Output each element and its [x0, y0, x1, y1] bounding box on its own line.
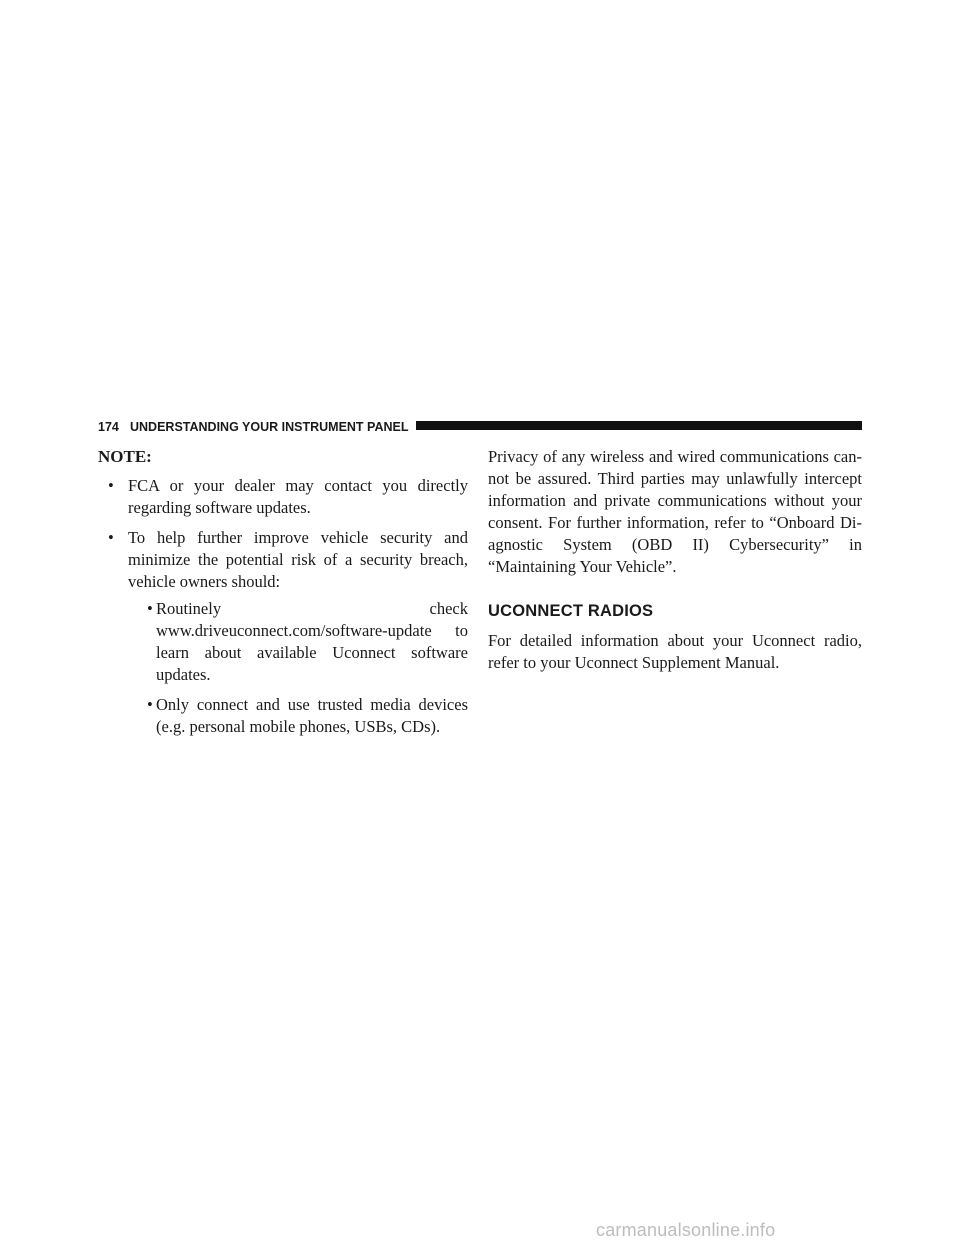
bullet-icon: • — [147, 599, 153, 618]
bullet-icon: • — [147, 695, 153, 714]
page-header — [98, 419, 862, 435]
left-column — [98, 446, 468, 746]
bullet-icon: • — [108, 476, 114, 495]
note-bullet-list — [98, 475, 468, 738]
list-item — [128, 598, 468, 686]
bullet-text: To help further improve vehicle security and minimize the potential risk of a security breach, vehicle owners should: — [128, 528, 468, 591]
privacy-paragraph: Privacy of any wireless and wired communications can-not be assured. Third parties may unlawfully intercept information and private communications without your consent. For further information, refer to “Onboard Di-agnostic System (OBD II) Cybersecurity” in “Maintaining Your Vehicle”. — [488, 447, 862, 576]
sub-bullet-text: Only connect and use trusted media devices (e.g. personal mobile phones, USBs, CDs). — [156, 695, 468, 736]
note-label: NOTE: — [98, 447, 152, 466]
list-item — [128, 694, 468, 738]
sub-bullet-text: Routinely check www.driveuconnect.com/software-update to learn about available Uconnect software updates. — [156, 599, 468, 684]
list-item — [98, 527, 468, 738]
radios-paragraph: For detailed information about your Uconnect radio, refer to your Uconnect Supplement Manual. — [488, 631, 862, 672]
page-number: 174 — [98, 420, 119, 434]
bullet-icon: • — [108, 528, 114, 547]
bullet-text: FCA or your dealer may contact you directly regarding software updates. — [128, 476, 468, 517]
header-rule — [416, 421, 862, 430]
right-column — [488, 446, 862, 674]
list-item — [98, 475, 468, 519]
section-heading: UCONNECT RADIOS — [488, 602, 654, 620]
section-title: UNDERSTANDING YOUR INSTRUMENT PANEL — [130, 420, 409, 434]
sub-bullet-list — [128, 598, 468, 738]
watermark: carmanualsonline.info — [596, 1220, 776, 1240]
